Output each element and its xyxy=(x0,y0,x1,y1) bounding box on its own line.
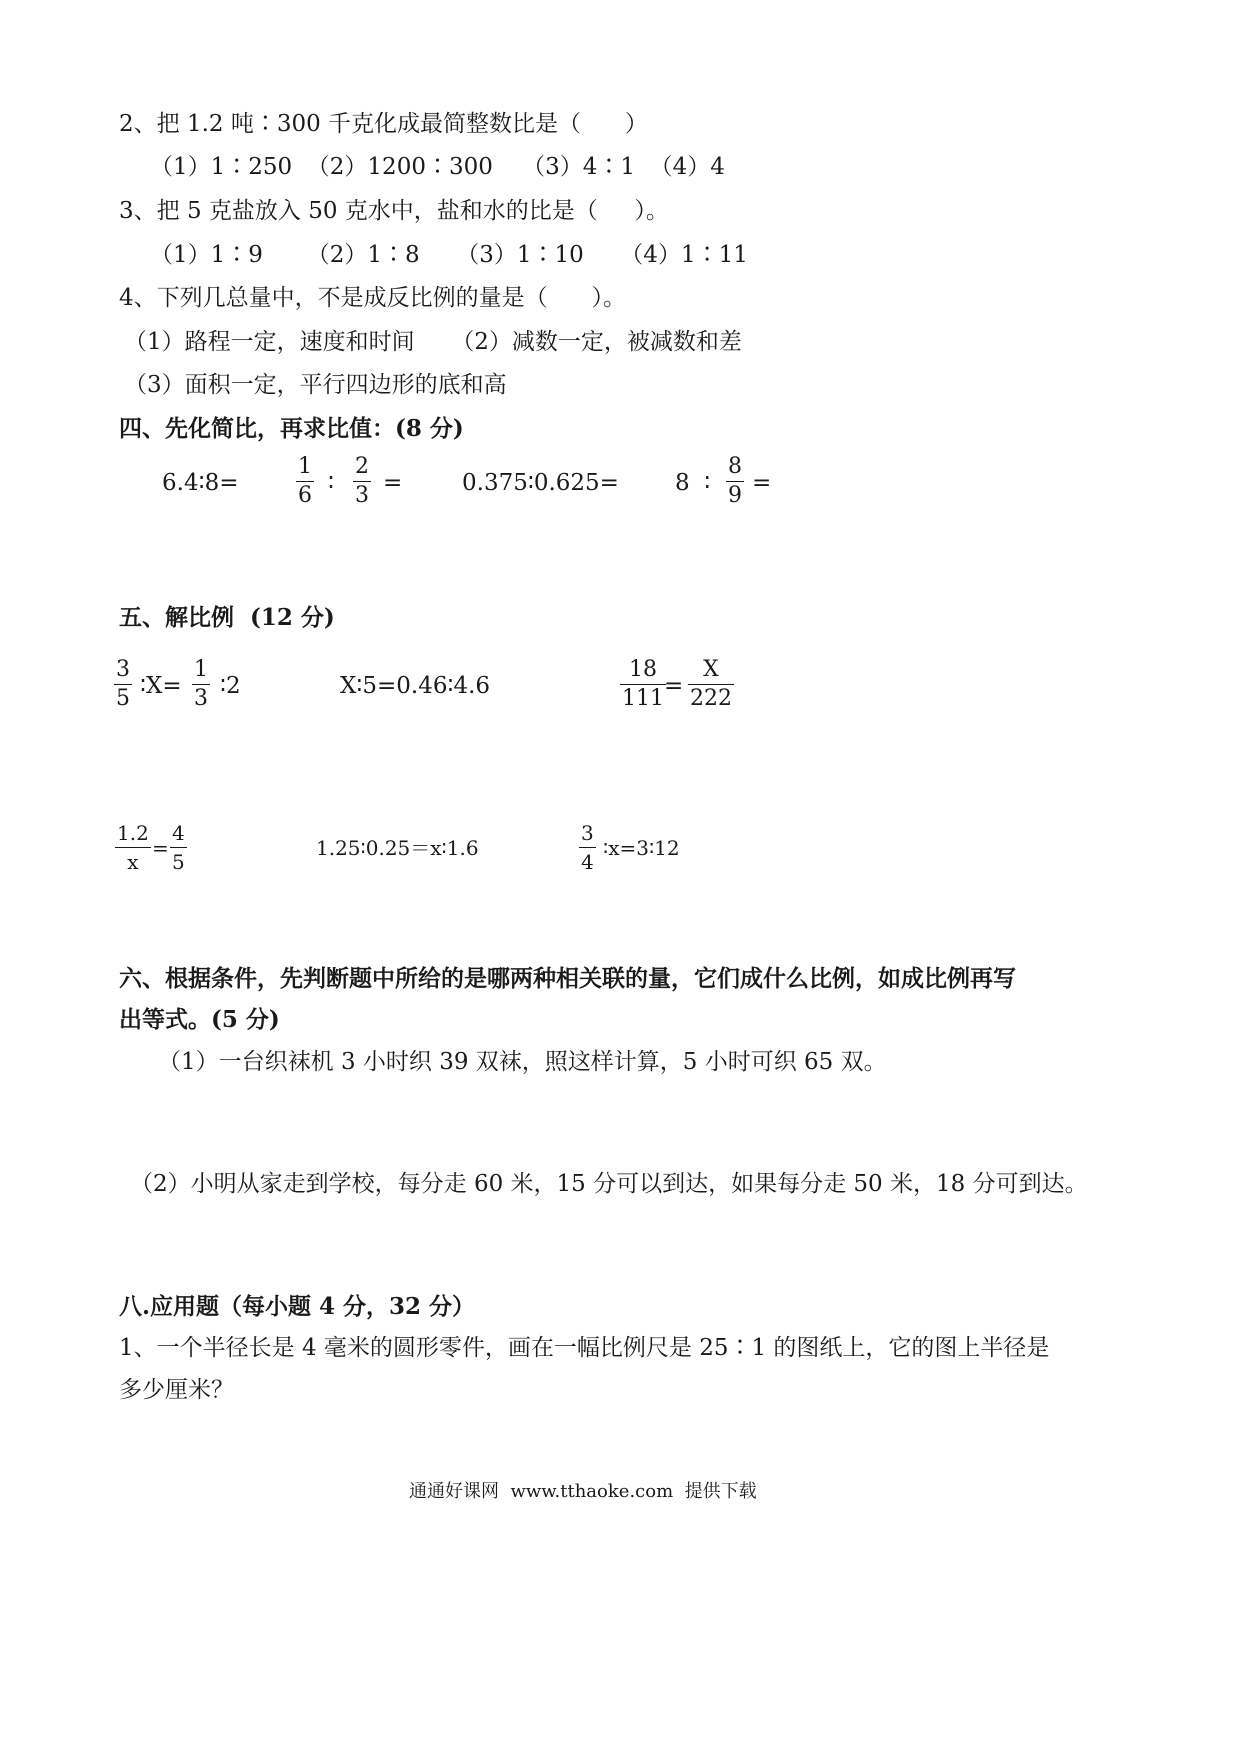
q4-expr-4-lead: 8 ∶ xyxy=(675,470,711,496)
numerator: 8 xyxy=(728,454,742,479)
q4-heading: 四、先化简比，再求比值：(8 分) xyxy=(119,415,464,442)
q3-item4-options-b: （3）面积一定，平行四边形的底和高 xyxy=(124,372,507,398)
q5-p5: 1.25∶0.25＝x∶1.6 xyxy=(316,836,479,860)
q3-item4-stem: 4、下列几总量中，不是成反比例的量是（ ）。 xyxy=(119,285,626,311)
denominator: 111 xyxy=(622,686,664,711)
denominator: 9 xyxy=(728,483,742,508)
denominator: x xyxy=(127,850,139,874)
numerator: 4 xyxy=(172,821,185,845)
denominator: 3 xyxy=(355,483,369,508)
q5-p6-tail: ∶x=3∶12 xyxy=(603,836,680,860)
numerator: 2 xyxy=(355,454,369,479)
q5-p1-middle: ∶X= xyxy=(140,673,182,699)
q5-p4-equals: = xyxy=(152,836,169,860)
q5-p4-frac-2 xyxy=(170,820,187,875)
page-footer: 通通好课网 www.tthaoke.com 提供下载 xyxy=(409,1481,757,1502)
q4-expr-1: 6.4∶8= xyxy=(162,470,239,496)
q5-p4-frac-1 xyxy=(115,820,151,875)
q4-expr-4-frac xyxy=(726,454,744,509)
q5-heading: 五、解比例 (12 分) xyxy=(119,604,335,631)
denominator: 6 xyxy=(298,483,312,508)
q6-item-2: （2）小明从家走到学校，每分走 60 米，15 分可以到达，如果每分走 50 米，18 分可到达。 xyxy=(130,1171,1088,1197)
q6-heading-line-1: 六、根据条件，先判断题中所给的是哪两种相关联的量，它们成什么比例，如成比例再写 xyxy=(119,965,1016,992)
q3-item2-stem: 2、把 1.2 吨∶300 千克化成最简整数比是（ ） xyxy=(119,111,648,137)
numerator: 1.2 xyxy=(117,821,149,845)
q3-item2-options: （1）1∶250 （2）1200∶300 （3）4∶1 （4）4 xyxy=(150,154,725,180)
q4-expr-3: 0.375∶0.625= xyxy=(462,470,619,496)
q4-expr-2-frac-2 xyxy=(353,454,371,509)
numerator: 1 xyxy=(194,657,208,682)
q5-p3-equals: = xyxy=(664,673,684,699)
q3-item4-options-a: （1）路程一定，速度和时间 （2）减数一定，被减数和差 xyxy=(124,329,742,355)
denominator: 222 xyxy=(690,686,732,711)
q8-item-1-line-1: 1、一个半径长是 4 毫米的圆形零件，画在一幅比例尺是 25∶1 的图纸上，它的图上半径是 xyxy=(119,1335,1050,1361)
q3-item3-options: （1）1∶9 （2）1∶8 （3）1∶10 （4）1∶11 xyxy=(150,242,748,268)
q4-expr-2-colon: ∶ xyxy=(328,470,334,496)
q4-expr-2-frac-1 xyxy=(296,454,314,509)
denominator: 5 xyxy=(172,850,185,874)
q5-p3-frac-1 xyxy=(620,657,666,712)
denominator: 4 xyxy=(581,850,594,874)
q8-item-1-line-2: 多少厘米？ xyxy=(119,1377,234,1403)
denominator: 3 xyxy=(194,686,208,711)
numerator: 3 xyxy=(581,821,594,845)
q5-p3-frac-2 xyxy=(688,657,734,712)
q8-heading: 八.应用题（每小题 4 分，32 分） xyxy=(119,1293,476,1320)
numerator: 3 xyxy=(116,657,130,682)
q4-expr-4-equals: = xyxy=(752,470,772,496)
numerator: 1 xyxy=(298,454,312,479)
q3-item3-stem: 3、把 5 克盐放入 50 克水中，盐和水的比是（ ）。 xyxy=(119,198,669,224)
q4-expr-2-equals: = xyxy=(383,470,403,496)
denominator: 5 xyxy=(116,686,130,711)
q5-p6-frac xyxy=(579,820,596,875)
numerator: 18 xyxy=(629,657,657,682)
q5-p1-tail: ∶2 xyxy=(220,673,241,699)
q5-p1-frac-1 xyxy=(114,657,132,712)
q6-heading-line-2: 出等式。(5 分) xyxy=(119,1006,280,1033)
q6-item-1: （1）一台织袜机 3 小时织 39 双袜，照这样计算，5 小时可织 65 双。 xyxy=(158,1049,887,1075)
q5-p2: X∶5=0.46∶4.6 xyxy=(340,673,491,699)
numerator: X xyxy=(703,657,719,682)
q5-p1-frac-2 xyxy=(192,657,210,712)
